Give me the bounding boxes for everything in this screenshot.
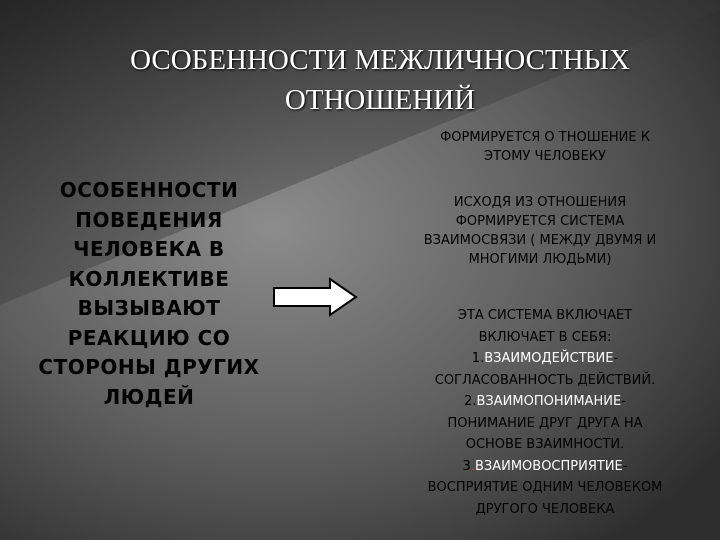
behavior-line: ОСОБЕННОСТИ xyxy=(59,178,239,202)
behavior-line: РЕАКЦИЮ СО xyxy=(67,325,231,350)
text-line: ЭТА СИСТЕМА ВКЛЮЧАЕТ xyxy=(457,308,633,323)
text-line: ФОРМИРУЕТСЯ О ТНОШЕНИЕ К xyxy=(440,130,650,145)
interconnection-system-block xyxy=(370,193,710,269)
term-interaction: ВЗАИМОДЕЙСТВИЕ xyxy=(484,351,614,366)
text-line: ВЗАИМОСВЯЗИ ( МЕЖДУ ДВУМЯ И xyxy=(423,233,657,248)
behavior-statement xyxy=(18,176,280,412)
text-line: ОСНОВЕ ВЗАИМНОСТИ. xyxy=(465,437,625,452)
text-line: ПОНИМАНИЕ ДРУГ ДРУГА НА xyxy=(447,415,643,431)
component-interaction xyxy=(380,348,710,370)
slide-title xyxy=(40,40,720,120)
text-line: ЭТОМУ ЧЕЛОВЕКУ xyxy=(484,149,606,164)
item-number: 2. xyxy=(464,394,477,409)
title-line-1: ОСОБЕННОСТИ МЕЖЛИЧНОСТНЫХ xyxy=(130,44,630,76)
text-line: ДРУГОГО ЧЕЛОВЕКА xyxy=(475,501,615,517)
text-line: ВОСПРИЯТИЕ ОДНИМ ЧЕЛОВЕКОМ xyxy=(427,480,663,495)
behavior-line: ЛЮДЕЙ xyxy=(103,384,195,409)
behavior-line: КОЛЛЕКТИВЕ xyxy=(68,266,230,291)
item-number: 1. xyxy=(471,351,485,366)
relationship-forms-block xyxy=(380,128,710,166)
item-number: 3 xyxy=(462,458,471,474)
behavior-line: ПОВЕДЕНИЯ xyxy=(75,207,223,232)
component-perception xyxy=(380,456,710,478)
title-line-2: ОТНОШЕНИЙ xyxy=(284,84,476,116)
dash: - xyxy=(613,351,619,366)
term-perception: ВЗАИМОВОСПРИЯТИЕ xyxy=(474,458,623,474)
system-components-block xyxy=(380,305,710,520)
dash: - xyxy=(621,394,626,409)
text-line: ФОРМИРУЕТСЯ СИСТЕМА xyxy=(455,214,625,229)
text-line: ВКЛЮЧАЕТ В СЕБЯ: xyxy=(478,329,612,345)
text-line: СОГЛАСОВАННОСТЬ ДЕЙСТВИЙ. xyxy=(434,372,656,388)
behavior-line: СТОРОНЫ ДРУГИХ xyxy=(38,355,260,379)
component-understanding xyxy=(380,391,710,413)
text-line: ИСХОДЯ ИЗ ОТНОШЕНИЯ xyxy=(453,195,627,210)
behavior-line: ЧЕЛОВЕКА В xyxy=(73,237,225,261)
dash: - xyxy=(622,458,628,474)
text-line: МНОГИМИ ЛЮДЬМИ) xyxy=(468,252,612,267)
right-arrow-icon xyxy=(272,277,358,317)
behavior-line: ВЫЗЫВАЮТ xyxy=(77,296,221,320)
term-understanding: ВЗАИМОПОНИМАНИЕ xyxy=(476,394,622,409)
accent-dot: . xyxy=(470,458,475,474)
